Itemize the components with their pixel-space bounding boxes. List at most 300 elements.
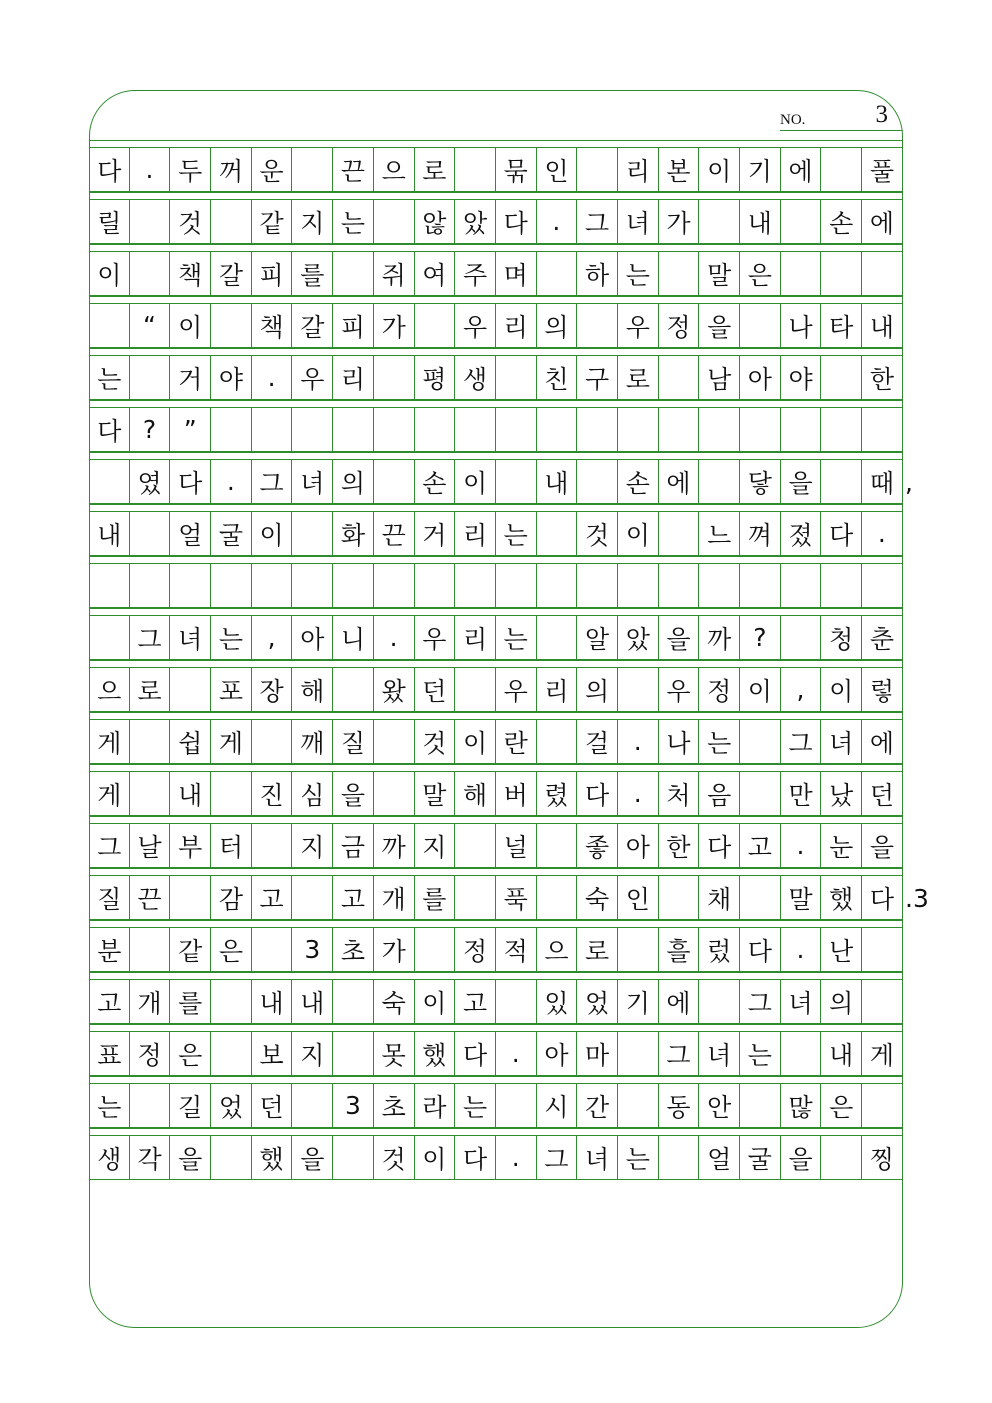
grid-cell: 내 (740, 200, 781, 243)
grid-cell (577, 564, 618, 607)
grid-cell: 생 (455, 356, 496, 399)
grid-cell: 굴 (211, 512, 252, 555)
grid-cell (89, 616, 130, 659)
grid-cell: 우 (496, 668, 537, 711)
grid-cell (821, 564, 862, 607)
grid-cell: 녀 (699, 1032, 740, 1075)
page-number (780, 100, 902, 131)
grid-cell (130, 1084, 171, 1127)
grid-cell (415, 564, 456, 607)
grid-cell (699, 408, 740, 451)
grid-cell: 이 (740, 668, 781, 711)
grid-cell: 리 (496, 304, 537, 347)
grid-cell: 니 (333, 616, 374, 659)
grid-cell: 을 (862, 824, 903, 867)
grid-cell (211, 304, 252, 347)
grid-cell (130, 564, 171, 607)
grid-cell: 청 (821, 616, 862, 659)
grid-cell: 우 (292, 356, 333, 399)
grid-cell (455, 564, 496, 607)
grid-cell (292, 408, 333, 451)
page-number-label: NO. (780, 112, 806, 128)
grid-cell (618, 668, 659, 711)
grid-cell: 난 (821, 928, 862, 971)
grid-cell: 하 (577, 252, 618, 295)
grid-cell (211, 772, 252, 815)
grid-cell: 는 (455, 1084, 496, 1127)
grid-cell: 의 (821, 980, 862, 1023)
grid-cell: . (211, 460, 252, 503)
grid-cell: 을 (659, 616, 700, 659)
grid-cell (821, 252, 862, 295)
grid-cell: 타 (821, 304, 862, 347)
grid-cell: 리 (455, 512, 496, 555)
grid-cell (537, 720, 578, 763)
grid-cell: 껴 (740, 512, 781, 555)
grid-cell: . (537, 200, 578, 243)
grid-cell: 것 (415, 720, 456, 763)
grid-cell: 동 (659, 1084, 700, 1127)
grid-cell: 이 (252, 512, 293, 555)
grid-cell: 릴 (89, 200, 130, 243)
grid-cell: 게 (89, 772, 130, 815)
grid-cell (537, 252, 578, 295)
grid-cell: 정 (699, 668, 740, 711)
grid-cell (862, 252, 903, 295)
grid-cell: 기 (618, 980, 659, 1023)
grid-row-cells (89, 512, 903, 556)
grid-cell: 의 (333, 460, 374, 503)
grid-cell (292, 564, 333, 607)
grid-cell (496, 460, 537, 503)
grid-cell: . (374, 616, 415, 659)
grid-row-cells (89, 876, 903, 920)
grid-cell: 고 (740, 824, 781, 867)
grid-cell (89, 304, 130, 347)
grid-cell: 못 (374, 1032, 415, 1075)
grid-cell: 에 (659, 460, 700, 503)
grid-cell: 정 (455, 928, 496, 971)
grid-row-cells (89, 928, 903, 972)
grid-cell: 을 (781, 1136, 822, 1179)
grid-cell: 다 (821, 512, 862, 555)
grid-cell: 같 (170, 928, 211, 971)
grid-cell (618, 408, 659, 451)
grid-cell: . (618, 772, 659, 815)
grid-cell: 정 (130, 1032, 171, 1075)
grid-cell (577, 460, 618, 503)
grid-cell: 것 (577, 512, 618, 555)
grid-cell: 던 (252, 1084, 293, 1127)
grid-cell: 분 (89, 928, 130, 971)
grid-cell: 까 (374, 824, 415, 867)
grid-cell: 개 (130, 980, 171, 1023)
grid-row (89, 920, 903, 972)
grid-cell (333, 252, 374, 295)
grid-cell (252, 928, 293, 971)
grid-cell (781, 616, 822, 659)
grid-cell (740, 1084, 781, 1127)
grid-cell: 고 (89, 980, 130, 1023)
grid-cell (862, 980, 903, 1023)
grid-cell: 본 (659, 148, 700, 191)
grid-cell: 해 (292, 668, 333, 711)
grid-cell (781, 564, 822, 607)
grid-cell: 녀 (577, 1136, 618, 1179)
grid-cell: 이 (170, 304, 211, 347)
grid-cell: 느 (699, 512, 740, 555)
grid-cell: 에 (781, 148, 822, 191)
grid-cell (740, 876, 781, 919)
grid-cell: 거 (415, 512, 456, 555)
grid-cell: 때 (862, 460, 903, 503)
grid-row-cells (89, 668, 903, 712)
grid-cell: 피 (333, 304, 374, 347)
grid-cell: 각 (130, 1136, 171, 1179)
grid-cell: 렸 (537, 772, 578, 815)
grid-row (89, 608, 903, 660)
grid-cell: . (862, 512, 903, 555)
grid-row-cells (89, 1032, 903, 1076)
grid-cell: 내 (862, 304, 903, 347)
grid-row-cells (89, 460, 903, 504)
grid-cell: 을 (292, 1136, 333, 1179)
grid-cell (374, 408, 415, 451)
grid-cell: 녀 (821, 720, 862, 763)
grid-row (89, 1128, 903, 1180)
grid-cell (862, 1084, 903, 1127)
grid-cell: 남 (699, 356, 740, 399)
grid-cell (659, 876, 700, 919)
grid-cell (130, 252, 171, 295)
grid-cell: 그 (577, 200, 618, 243)
grid-cell (577, 304, 618, 347)
grid-cell (496, 1084, 537, 1127)
grid-cell: 를 (170, 980, 211, 1023)
grid-cell: 으 (537, 928, 578, 971)
grid-cell: 한 (862, 356, 903, 399)
grid-cell (699, 460, 740, 503)
grid-cell: 나 (781, 304, 822, 347)
grid-cell (455, 408, 496, 451)
grid-cell (292, 512, 333, 555)
grid-cell: 우 (415, 616, 456, 659)
grid-cell (292, 148, 333, 191)
grid-cell: 가 (374, 928, 415, 971)
grid-cell: 녀 (292, 460, 333, 503)
grid-cell: 춘 (862, 616, 903, 659)
grid-cell (374, 720, 415, 763)
grid-cell: 우 (455, 304, 496, 347)
grid-cell: 이 (618, 512, 659, 555)
grid-cell (659, 408, 700, 451)
grid-cell: 를 (415, 876, 456, 919)
grid-cell: 녀 (618, 200, 659, 243)
grid-cell: ? (740, 616, 781, 659)
grid-cell: 다 (455, 1136, 496, 1179)
grid-cell: 었 (577, 980, 618, 1023)
grid-cell: 리 (455, 616, 496, 659)
grid-cell: 다 (496, 200, 537, 243)
grid-cell: 인 (537, 148, 578, 191)
grid-cell (130, 720, 171, 763)
grid-cell: 는 (89, 1084, 130, 1127)
grid-cell: 았 (455, 200, 496, 243)
grid-cell (211, 1032, 252, 1075)
grid-cell: 리 (333, 356, 374, 399)
grid-cell: 고 (252, 876, 293, 919)
grid-cell: 손 (618, 460, 659, 503)
grid-cell: 두 (170, 148, 211, 191)
grid-cell: 같 (252, 200, 293, 243)
grid-row (89, 816, 903, 868)
grid-cell: . (252, 356, 293, 399)
grid-cell: 까 (699, 616, 740, 659)
grid-cell (170, 564, 211, 607)
grid-cell: 은 (821, 1084, 862, 1127)
grid-cell: 걸 (577, 720, 618, 763)
grid-row (89, 972, 903, 1024)
grid-cell: 시 (537, 1084, 578, 1127)
grid-cell: 많 (781, 1084, 822, 1127)
grid-cell (496, 980, 537, 1023)
grid-cell: 다 (577, 772, 618, 815)
grid-cell: 흘 (659, 928, 700, 971)
grid-cell (781, 252, 822, 295)
grid-cell: 진 (252, 772, 293, 815)
grid-cell: 눈 (821, 824, 862, 867)
grid-cell: 알 (577, 616, 618, 659)
grid-row (89, 296, 903, 348)
grid-cell: 다 (862, 876, 903, 919)
grid-cell (537, 408, 578, 451)
grid-cell (618, 1084, 659, 1127)
grid-cell: 주 (455, 252, 496, 295)
grid-cell (130, 928, 171, 971)
grid-cell: 부 (170, 824, 211, 867)
grid-cell: 녀 (781, 980, 822, 1023)
grid-cell (821, 460, 862, 503)
grid-cell (496, 356, 537, 399)
grid-cell: 지 (292, 824, 333, 867)
grid-cell: 이 (821, 668, 862, 711)
grid-row (89, 140, 903, 192)
grid-cell: 것 (170, 200, 211, 243)
grid-cell: 내 (821, 1032, 862, 1075)
grid-cell (781, 1032, 822, 1075)
grid-cell: . (496, 1136, 537, 1179)
grid-cell: 깨 (292, 720, 333, 763)
grid-cell: 평 (415, 356, 456, 399)
grid-cell (496, 564, 537, 607)
grid-cell: 며 (496, 252, 537, 295)
grid-cell: 았 (618, 616, 659, 659)
grid-cell (740, 564, 781, 607)
grid-cell: 말 (699, 252, 740, 295)
grid-cell: 는 (211, 616, 252, 659)
grid-cell: 다 (170, 460, 211, 503)
grid-cell: 끈 (130, 876, 171, 919)
grid-cell: 말 (415, 772, 456, 815)
grid-cell: 정 (659, 304, 700, 347)
grid-cell: 는 (496, 616, 537, 659)
grid-cell: 버 (496, 772, 537, 815)
grid-row-cells (89, 304, 903, 348)
grid-row (89, 660, 903, 712)
grid-cell: 녀 (170, 616, 211, 659)
grid-cell: 갈 (211, 252, 252, 295)
grid-cell: 내 (537, 460, 578, 503)
grid-row (89, 764, 903, 816)
grid-cell (659, 564, 700, 607)
grid-cell: 질 (333, 720, 374, 763)
grid-cell (618, 564, 659, 607)
grid-cell: 채 (699, 876, 740, 919)
grid-cell (130, 200, 171, 243)
grid-cell: , (781, 668, 822, 711)
grid-cell (415, 304, 456, 347)
grid-cell: 꺼 (211, 148, 252, 191)
grid-cell: 렀 (699, 928, 740, 971)
grid-cell (740, 408, 781, 451)
grid-cell: 을 (699, 304, 740, 347)
grid-cell: 했 (821, 876, 862, 919)
grid-cell: 이 (89, 252, 130, 295)
grid-row (89, 244, 903, 296)
grid-cell (252, 720, 293, 763)
grid-cell: 날 (130, 824, 171, 867)
grid-row (89, 1024, 903, 1076)
grid-cell: 리 (618, 148, 659, 191)
grid-cell: 로 (130, 668, 171, 711)
grid-cell (537, 824, 578, 867)
grid-cell: 아 (740, 356, 781, 399)
grid-cell: 금 (333, 824, 374, 867)
grid-cell: 로 (577, 928, 618, 971)
grid-cell (374, 200, 415, 243)
grid-cell (537, 512, 578, 555)
grid-cell: 렇 (862, 668, 903, 711)
grid-cell (740, 304, 781, 347)
grid-cell: 은 (740, 252, 781, 295)
grid-cell: , (252, 616, 293, 659)
grid-row-cells (89, 1136, 903, 1180)
grid-cell (170, 668, 211, 711)
grid-row (89, 400, 903, 452)
page-number-value: 3 (875, 101, 888, 128)
grid-cell: 화 (333, 512, 374, 555)
grid-cell (211, 408, 252, 451)
grid-cell: 했 (415, 1032, 456, 1075)
grid-row (89, 348, 903, 400)
grid-row (89, 1076, 903, 1128)
grid-cell: 는 (89, 356, 130, 399)
grid-cell (821, 356, 862, 399)
margin-overflow-text: , (905, 467, 913, 497)
grid-cell (577, 408, 618, 451)
grid-cell: 아 (292, 616, 333, 659)
grid-cell: 으 (374, 148, 415, 191)
grid-cell (211, 200, 252, 243)
grid-cell (211, 1136, 252, 1179)
grid-cell: 는 (333, 200, 374, 243)
grid-cell (537, 616, 578, 659)
grid-cell: 여 (415, 252, 456, 295)
grid-cell (130, 356, 171, 399)
grid-cell: 다 (89, 408, 130, 451)
grid-cell: 지 (415, 824, 456, 867)
grid-cell: 그 (130, 616, 171, 659)
grid-cell: 는 (618, 252, 659, 295)
grid-cell: 던 (862, 772, 903, 815)
grid-cell (699, 980, 740, 1023)
grid-cell: 리 (537, 668, 578, 711)
grid-cell (455, 668, 496, 711)
grid-cell: . (618, 720, 659, 763)
grid-cell: 그 (89, 824, 130, 867)
grid-cell: 해 (455, 772, 496, 815)
grid-cell: 의 (537, 304, 578, 347)
grid-cell: 표 (89, 1032, 130, 1075)
grid-cell: 음 (699, 772, 740, 815)
grid-cell: . (781, 928, 822, 971)
grid-cell (577, 148, 618, 191)
grid-cell (415, 928, 456, 971)
grid-cell (130, 512, 171, 555)
grid-cell: 우 (618, 304, 659, 347)
grid-cell: 풀 (862, 148, 903, 191)
grid-cell: 게 (862, 1032, 903, 1075)
grid-cell: 얼 (170, 512, 211, 555)
grid-cell: . (130, 148, 171, 191)
grid-cell (496, 408, 537, 451)
grid-cell: 숙 (577, 876, 618, 919)
grid-cell: 길 (170, 1084, 211, 1127)
grid-cell: 는 (740, 1032, 781, 1075)
grid-cell: 는 (496, 512, 537, 555)
grid-cell: 쉽 (170, 720, 211, 763)
grid-cell (537, 876, 578, 919)
grid-cell: “ (130, 304, 171, 347)
grid-cell: 포 (211, 668, 252, 711)
grid-cell: ? (130, 408, 171, 451)
grid-cell: 내 (89, 512, 130, 555)
grid-cell: 초 (333, 928, 374, 971)
grid-row-cells (89, 616, 903, 660)
grid-cell: 책 (170, 252, 211, 295)
grid-cell: 야 (781, 356, 822, 399)
grid-row-cells (89, 408, 903, 452)
grid-cell (740, 720, 781, 763)
grid-cell: 라 (415, 1084, 456, 1127)
grid-cell: 푹 (496, 876, 537, 919)
grid-cell: 에 (862, 720, 903, 763)
grid-row-cells (89, 252, 903, 296)
grid-cell: 얼 (699, 1136, 740, 1179)
grid-cell: 은 (211, 928, 252, 971)
grid-cell: 다 (740, 928, 781, 971)
grid-cell: 이 (415, 1136, 456, 1179)
grid-row (89, 192, 903, 244)
grid-cell: 거 (170, 356, 211, 399)
grid-cell (292, 1084, 333, 1127)
grid-cell (537, 564, 578, 607)
grid-cell: 터 (211, 824, 252, 867)
grid-cell (374, 772, 415, 815)
grid-cell: 만 (781, 772, 822, 815)
grid-cell: 한 (659, 824, 700, 867)
grid-cell: 마 (577, 1032, 618, 1075)
